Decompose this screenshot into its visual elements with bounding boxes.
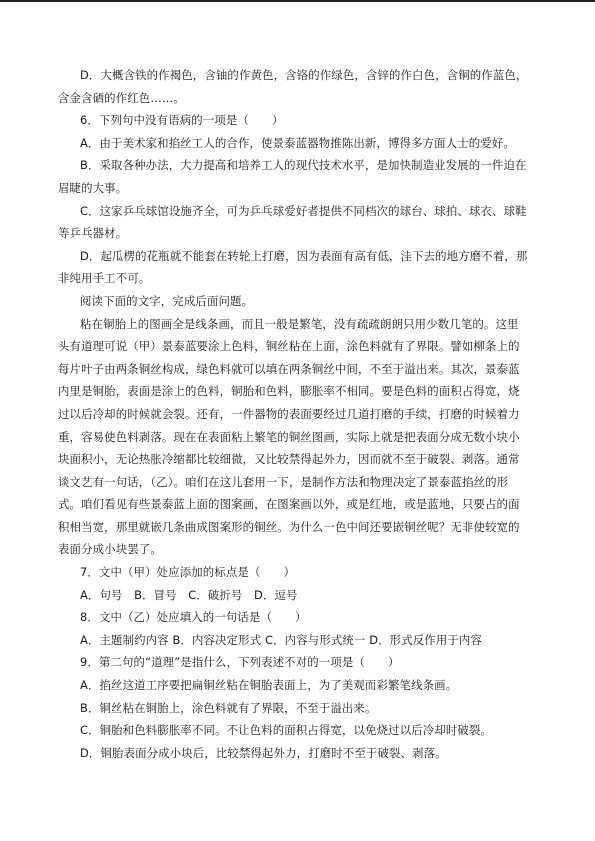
text-line: D．起瓜楞的花瓶就不能套在转轮上打磨，因为表面有高有低，洼下去的地方磨不着，那 (80, 248, 528, 263)
text-line: 8．文中（乙）处应填入的一句话是（ ） (80, 610, 307, 625)
text-line: 式。咱们看见有些景泰蓝上面的图案画，在图案画以外，或是红地，或是蓝地，只要占的面 (58, 497, 520, 512)
text-line: 7．文中（甲）处应添加的标点是（ ） (80, 565, 296, 580)
page-top-rule (0, 0, 595, 2)
text-line: 粘在铜胎上的图画全是线条画，而且一般是繁笔，没有疏疏朗朗只用少数几笔的。这里 (80, 316, 519, 331)
text-line: 过以后冷却的时候就会裂。还有，一件器物的表面要经过几道打磨的手续，打磨的时候着力 (58, 406, 520, 421)
text-line: 等乒乓器材。 (58, 226, 128, 241)
text-line: 头有道理可说（甲）景泰蓝要涂上色料，铜丝粘在上面，涂色料就有了界限。譬如柳条上的 (58, 339, 520, 354)
text-line: 表面分成小块罢了。 (58, 542, 162, 557)
text-line: D．大概含铁的作褐色，含铀的作黄色，含铬的作绿色，含锌的作白色，含铜的作蓝色， (80, 68, 528, 82)
text-line: C．这家乒乓球馆设施齐全，可为乒乓球爱好者提供不同档次的球台、球拍、球衣、球鞋 (80, 203, 527, 218)
text-line: 内里是铜胎，表面是涂上的色料，铜胎和色料，膨胀率不相同。要是色料的面积占得宽，烧 (58, 384, 520, 399)
text-line: 积相当宽，那里就嵌几条曲成图案形的铜丝。为什么一色中间还要嵌铜丝呢？无非使较宽的 (58, 519, 520, 534)
text-line: 谈文艺有一句话，（乙）。咱们在这儿套用一下，是制作方法和物理决定了景泰蓝掐丝的形 (58, 474, 509, 489)
text-line: A．由于美术家和掐丝工人的合作，使景泰蓝器物推陈出新，博得多方面人士的爱好。 (80, 135, 515, 150)
text-line: A．句号 B．冒号 C．破折号 D．逗号 (80, 587, 298, 602)
document-body (58, 64, 550, 764)
text-line: A．主题制约内容 B．内容决定形式 C．内容与形式统一 D．形式反作用于内容 (80, 632, 483, 647)
text-line: 6．下列句中没有语病的一项是（ ） (80, 113, 284, 128)
text-line: 块面积小，无论热胀冷缩都比较细微，又比较禁得起外力，因而就不至于破裂、剥落。通常 (58, 452, 520, 467)
text-line: D．铜胎表面分成小块后，比较禁得起外力，打磨时不至于破裂、剥落。 (80, 745, 447, 760)
text-line: B．采取各种办法，大力提高和培养工人的现代技术水平，是加快制造业发展的一件迫在 (80, 158, 527, 173)
text-line: 阅读下面的文字，完成后面问题。 (80, 293, 254, 308)
text-line: 重，容易使色料剥落。现在在表面粘上繁笔的铜丝图画，实际上就是把表面分成无数小块小 (58, 429, 520, 444)
text-line: 9．第二句的“道理”是指什么，下列表述不对的一项是（ ） (80, 655, 400, 670)
text-line: 每片叶子由两条铜丝构成，绿色料就可以填在两条铜丝中间，不至于溢出来。其次，景泰蓝 (58, 361, 520, 376)
text-line: 含金含硒的作红色……。 (58, 90, 185, 105)
text-line: 眉睫的大事。 (58, 180, 128, 195)
text-line: A．掐丝这道工序要把扁铜丝粘在铜胎表面上，为了美观而彩繁笔线条画。 (80, 678, 458, 693)
text-line: C．铜胎和色料膨胀率不同。不让色料的面积占得宽，以免烧过以后冷却时破裂。 (80, 723, 493, 738)
text-line: 非纯用手工不可。 (58, 271, 151, 286)
text-line: B．铜丝粘在铜胎上，涂色料就有了界限，不至于溢出来。 (80, 700, 377, 715)
